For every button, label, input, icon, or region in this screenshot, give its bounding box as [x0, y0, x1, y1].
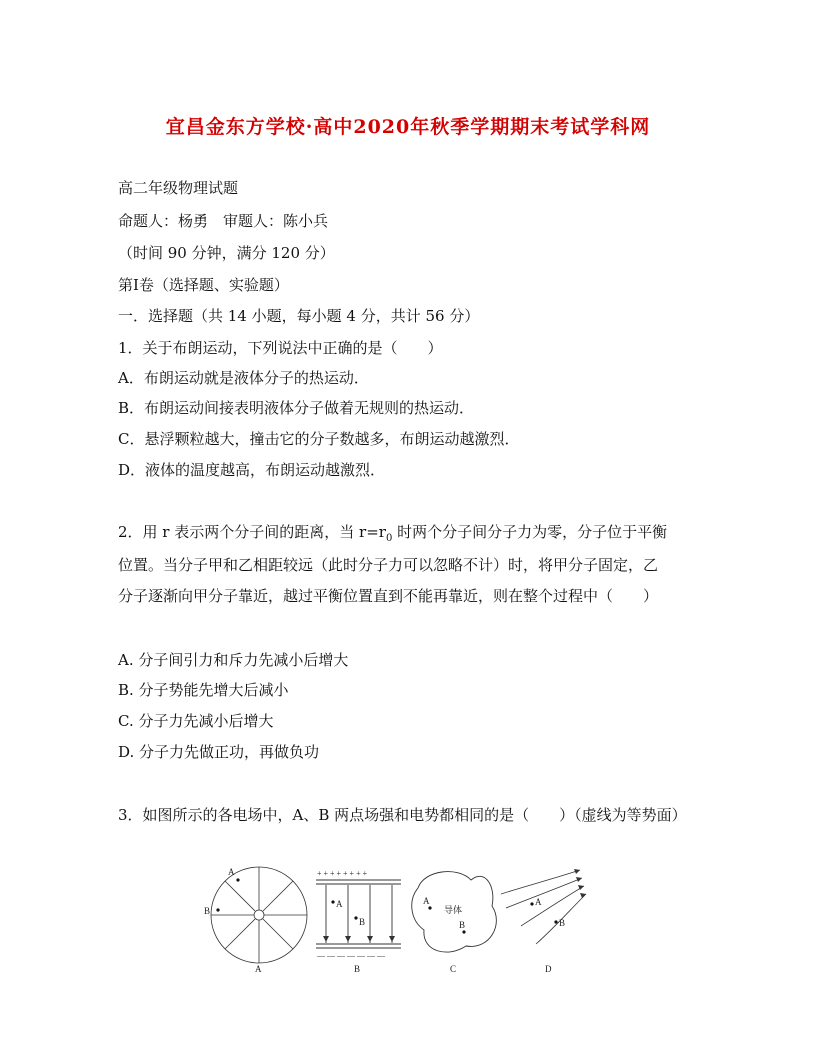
panel-b-point-a	[331, 900, 334, 903]
q2-stem-line1	[118, 522, 667, 549]
q2-option-b: B. 分子势能先增大后减小	[118, 681, 289, 699]
panel-d-curved-field-lines	[501, 870, 586, 944]
q1-stem: 1．关于布朗运动，下列说法中正确的是（ ）	[118, 339, 443, 357]
panel-d-point-a	[530, 902, 533, 905]
q2-stem-line3: 分子逐渐向甲分子靠近，越过平衡位置直到不能再靠近，则在整个过程中（ ）	[118, 587, 659, 605]
authors-line: 命题人：杨勇 审题人：陈小兵	[118, 212, 329, 230]
q2-stem-subscript: 0	[385, 533, 393, 544]
q1-option-d: D．液体的温度越高，布朗运动越激烈．	[118, 461, 386, 479]
panel-c-point-b	[462, 930, 465, 933]
q2-option-a: A. 分子间引力和斥力先减小后增大	[118, 651, 349, 669]
document-title: 宜昌金东方学校·高中2020年秋季学期期末考试学科网	[165, 116, 651, 138]
panel-c-label-a: A	[423, 896, 430, 906]
panel-b-caption: B	[354, 964, 361, 974]
panel-b-plus-signs: + + + + + + + +	[317, 869, 368, 878]
panel-b-point-b	[354, 916, 357, 919]
volume-line: 第Ⅰ卷（选择题、实验题）	[118, 276, 289, 294]
panel-a-radial-field	[211, 867, 307, 963]
panel-d-caption: D	[545, 964, 552, 974]
panel-c-conductor-label: 导体	[444, 905, 463, 915]
q2-stem-part1: 2．用 r 表示两个分子间的距离，当 r=r	[118, 523, 386, 541]
panel-b-label-b: B	[359, 917, 366, 927]
panel-d-point-b	[554, 920, 557, 923]
panel-d-arrowheads	[574, 869, 586, 898]
q1-option-c: C．悬浮颗粒越大，撞击它的分子数越多，布朗运动越激烈．	[118, 430, 520, 448]
q1-option-a: A．布朗运动就是液体分子的热运动．	[118, 369, 369, 387]
panel-a-label-a: A	[228, 867, 235, 877]
electric-field-figure	[196, 858, 606, 978]
q2-stem-line2: 位置。当分子甲和乙相距较远（此时分子力可以忽略不计）时，将甲分子固定，乙	[118, 556, 659, 574]
time-line: （时间 90 分钟，满分 120 分）	[118, 244, 335, 262]
panel-c-caption: C	[450, 964, 457, 974]
panel-c-point-a	[428, 906, 431, 909]
q2-stem-part2: 时两个分子间分子力为零，分子位于平衡	[392, 523, 668, 541]
panel-d-label-a: A	[535, 897, 542, 907]
panel-a-label-b: B	[204, 906, 211, 916]
q3-stem: 3．如图所示的各电场中，A、B 两点场强和电势都相同的是（ ）（虚线为等势面）	[118, 806, 687, 824]
panel-c-label-b: B	[459, 920, 466, 930]
panel-d-label-b: B	[559, 918, 566, 928]
panel-a-point-b	[216, 908, 219, 911]
panel-b-minus-signs: — — — — — — —	[317, 951, 385, 960]
q2-option-c: C. 分子力先减小后增大	[118, 712, 274, 730]
subject-line: 高二年级物理试题	[118, 179, 239, 197]
q2-option-d: D. 分子力先做正功，再做负功	[118, 743, 320, 761]
q1-option-b: B．布朗运动间接表明液体分子做着无规则的热运动．	[118, 399, 475, 417]
panel-a-point-a	[236, 878, 239, 881]
panel-b-arrowheads	[323, 936, 395, 942]
panel-a-caption: A	[255, 964, 262, 974]
section-heading: 一．选择题（共 14 小题，每小题 4 分，共计 56 分）	[118, 307, 480, 325]
panel-b-label-a: A	[336, 899, 343, 909]
panel-b-parallel-plates	[316, 880, 401, 948]
